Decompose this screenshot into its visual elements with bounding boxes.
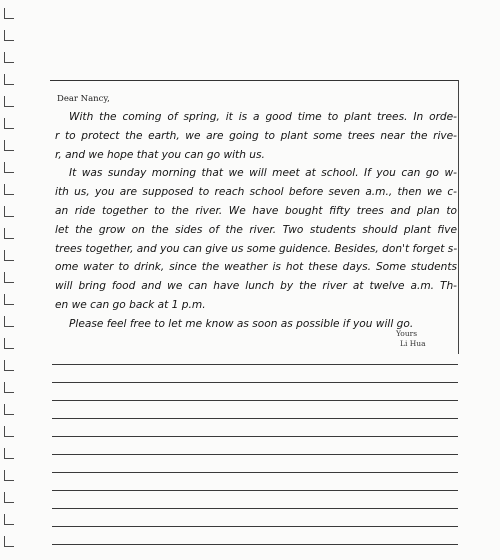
binder-tick [4,382,14,393]
binder-tick [4,184,14,195]
text-line: Please feel free to let me know as soon as possible if you will go. [69,317,414,330]
text-line: ome water to drink, since the weather is hot these days. Some students [55,261,457,274]
binder-tick [4,228,14,239]
text-line: r, and we hope that you can go with us. [55,148,265,161]
binder-tick [4,536,14,547]
blank-line [52,400,458,401]
blank-line [52,472,458,473]
text-line: an ride together to the river. We have bought fifty trees and plan to [55,204,457,217]
text-line: r to protect the earth, we are going to plant some trees near the rive- [55,129,457,142]
blank-line [52,382,458,383]
letter-body [55,88,457,334]
binder-tick [4,8,14,19]
blank-line [52,490,458,491]
binder-tick [4,448,14,459]
binder-tick [4,492,14,503]
text-line: trees together, and you can give us some guidence. Besides, don't forget s- [55,242,458,255]
binder-tick [4,404,14,415]
binder-tick [4,96,14,107]
text-line: It was sunday morning that we will meet at school. If you can go w- [69,167,457,180]
right-border [458,80,459,354]
binder-tick [4,52,14,63]
blank-line [52,436,458,437]
signature: Li Hua [400,339,426,348]
salutation: Dear Nancy, [57,94,110,104]
binder-tick [4,426,14,437]
paragraph-1 [55,108,457,164]
binder-tick [4,30,14,41]
blank-line [52,508,458,509]
text-line: ith us, you are supposed to reach school before seven a.m., then we c- [55,186,457,199]
binder-tick-marks [4,0,24,560]
closing: Yours [396,329,418,338]
top-rule [50,80,458,81]
text-line: With the coming of spring, it is a good time to plant trees. In orde- [69,111,457,123]
binder-tick [4,206,14,217]
text-line: en we can go back at 1 p.m. [55,298,206,311]
blank-line [52,526,458,527]
binder-tick [4,140,14,151]
blank-line [52,364,458,365]
binder-tick [4,74,14,85]
closing-block [396,329,426,349]
binder-tick [4,162,14,173]
binder-tick [4,316,14,327]
binder-tick [4,470,14,481]
binder-tick [4,294,14,305]
blank-line [52,544,458,545]
binder-tick [4,250,14,261]
text-line: let the grow on the sides of the river. Two students should plant five [55,223,457,236]
text-line: will bring food and we can have lunch by the river at twelve a.m. Th- [55,280,457,293]
blank-line [52,418,458,419]
paragraph-2 [55,164,457,314]
binder-tick [4,338,14,349]
binder-tick [4,272,14,283]
binder-tick [4,118,14,129]
blank-line [52,454,458,455]
binder-tick [4,360,14,371]
binder-tick [4,514,14,525]
